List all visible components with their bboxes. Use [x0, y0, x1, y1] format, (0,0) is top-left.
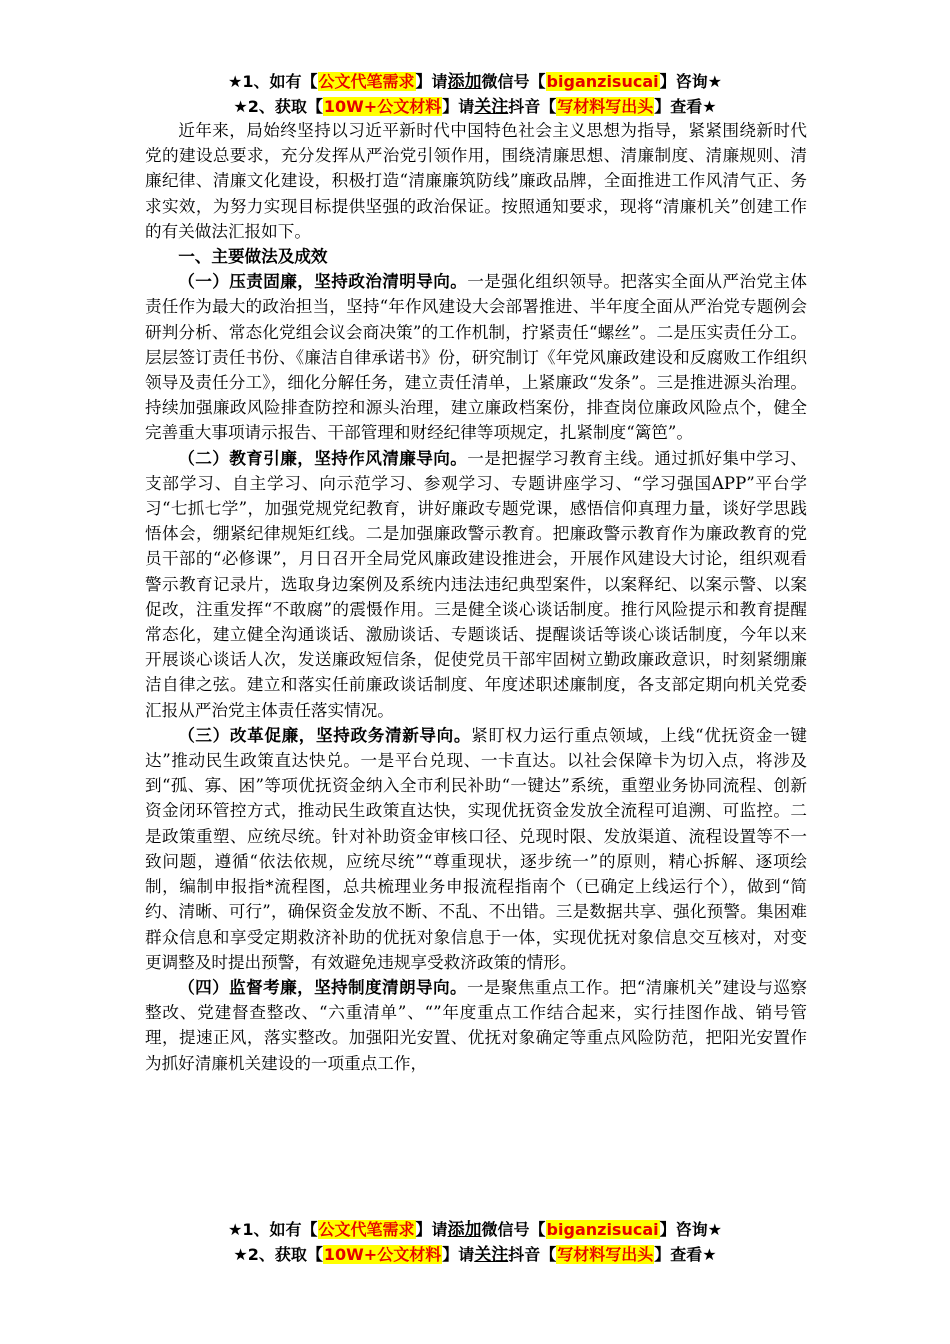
banner-text: 】咨询★ — [659, 72, 722, 91]
paragraph-lead: （三）改革促廉，坚持政务清新导向。 — [178, 724, 472, 745]
banner-text: 】请 — [442, 97, 475, 116]
banner-text: ★2、获取【 — [233, 1245, 323, 1264]
paragraph-lead: （二）教育引廉，坚持作风清廉导向。 — [178, 447, 468, 468]
banner-text: ★1、如有【 — [228, 1220, 318, 1239]
paragraph-text: 一是聚焦重点工作。把“清廉机关”建设与巡察整改、党建督查整改、“六重清单”、“”年度重点工作结合起来，实行挂图作战、销号管理，提速正风，落实整改。加强阳光安置、优抚对象确定等重点风险防范，把阳光安置作为抓好清廉机关建设的一项重点工作， — [145, 977, 808, 1073]
banner-text: 抖音【 — [508, 1245, 557, 1264]
banner-text: ★1、如有【 — [228, 72, 318, 91]
document-body — [145, 118, 807, 1076]
intro-paragraph: 近年来，局始终坚持以习近平新时代中国特色社会主义思想为指导，紧紧围绕新时代党的建设总要求，充分发挥从严治党引领作用，围绕清廉思想、清廉制度、清廉规则、清廉纪律、清廉文化建设，积极打造“清廉廉筑防线”廉政品牌，全面推进工作风清气正、务求实效，为努力实现目标提供坚强的政治保证。按照通知要求，现将“清廉机关”创建工作的有关做法汇报如下。 — [145, 121, 807, 241]
banner-highlight: 10W+公文材料 — [323, 97, 442, 116]
banner-highlight: 公文代笔需求 — [318, 72, 415, 91]
banner-text: 】咨询★ — [659, 1220, 722, 1239]
banner-underline: 关注 — [474, 97, 509, 117]
banner-highlight: biganzisucai — [546, 72, 659, 91]
banner-text: 微信号【 — [481, 72, 546, 91]
paragraph-text: 一是把握学习教育主线。通过抓好集中学习、支部学习、自主学习、向示范学习、参观学习、专题讲座学习、“学习强国APP”平台学习“七抓七学”，加强党规党纪教育，讲好廉政专题党课，感悟信仰真理力量，谈好学思践悟体会，绷紧纪律规矩红线。二是加强廉政警示教育。把廉政警示教育作为廉政教育的党员干部的“必修课”，月日召开全局党风廉政建设推进会，开展作风建设大讨论，组织观看警示教育记录片，选取身边案例及系统内违法违纪典型案件，以案释纪、以案示警、以案促改，注重发挥“不敢腐”的震慑作用。三是健全谈心谈话制度。推行风险提示和教育提醒常态化，建立健全沟通谈话、激励谈话、专题谈话、提醒谈话等谈心谈话制度，今年以来开展谈心谈话人次，发送廉政短信条，促使党员干部牢固树立勤政廉政意识，时刻紧绷廉洁自律之弦。建立和落实任前廉政谈话制度、年度述职述廉制度，各支部定期向机关党委汇报从严治党主体责任落实情况。 — [145, 448, 808, 720]
footer-banner-line-2 — [140, 1243, 810, 1267]
header-banner-line-2 — [140, 95, 810, 119]
banner-highlight: 写材料写出头 — [557, 97, 654, 116]
paragraph-lead: （四）监督考廉，坚持制度清朗导向。 — [178, 976, 467, 997]
paragraph-text: 一是强化组织领导。把落实全面从严治党主体责任作为最大的政治担当，坚持“年作风建设大会部署推进、半年度全面从严治党专题例会研判分析、常态化党组会议会商决策”的工作机制，拧紧责任“螺丝”。二是压实责任分工。层层签订责任书份、《廉洁自律承诺书》份，研究制订《年党风廉政建设和反腐败工作组织领导及责任分工》，细化分解任务，建立责任清单，上紧廉政“发条”。三是推进源头治理。持续加强廉政风险排查防控和源头治理，建立廉政档案份，排查岗位廉政风险点个，健全完善重大事项请示报告、干部管理和财经纪律等项规定，扎紧制度“篱笆”。 — [145, 272, 808, 443]
paragraph-1 — [145, 269, 807, 445]
banner-text: 抖音【 — [508, 97, 557, 116]
banner-text: 微信号【 — [481, 1220, 546, 1239]
banner-highlight: 公文代笔需求 — [318, 1220, 415, 1239]
paragraph-3 — [145, 723, 807, 975]
banner-highlight: 10W+公文材料 — [323, 1245, 442, 1264]
banner-text: 】请 — [415, 72, 448, 91]
banner-underline: 添加 — [447, 1220, 482, 1240]
banner-underline: 关注 — [474, 1245, 509, 1265]
banner-highlight: 写材料写出头 — [557, 1245, 654, 1264]
paragraph-2 — [145, 446, 807, 723]
footer-banner-line-1 — [140, 1218, 810, 1242]
banner-underline: 添加 — [447, 72, 482, 92]
banner-text: 】查看★ — [654, 97, 717, 116]
paragraph-text: 紧盯权力运行重点领域，上线“优抚资金一键达”推动民生政策直达快兑。一是平台兑现、一卡直达。以社会保障卡为切入点，将涉及到“孤、寡、困”等项优抚资金纳入全市利民补助“一键达”系统，重塑业务协同流程、创新资金闭环管控方式，推动民生政策直达快，实现优抚资金发放全流程可追溯、可监控。二是政策重塑、应统尽统。针对补助资金审核口径、兑现时限、发放渠道、流程设置等不一致问题，遵循“依法依规，应统尽统”“尊重现状，逐步统一”的原则，精心拆解、逐项绘制，编制申报指*流程图，总共梳理业务申报流程指南个（已确定上线运行个），做到“简约、清晰、可行”，确保资金发放不断、不乱、不出错。三是数据共享、强化预警。集困难群众信息和享受定期救济补助的优抚对象信息于一体，实现优抚对象信息交互核对，对变更调整及时提出预警，有效避免违规享受救济政策的情形。 — [145, 725, 808, 972]
banner-highlight: biganzisucai — [546, 1220, 659, 1239]
banner-text: ★2、获取【 — [233, 97, 323, 116]
banner-text: 】请 — [442, 1245, 475, 1264]
banner-text: 】查看★ — [654, 1245, 717, 1264]
header-banner-line-1 — [140, 70, 810, 94]
section-heading: 一、主要做法及成效 — [178, 246, 328, 267]
paragraph-lead: （一）压责固廉，坚持政治清明导向。 — [178, 271, 468, 292]
paragraph-4 — [145, 975, 807, 1076]
banner-text: 】请 — [415, 1220, 448, 1239]
